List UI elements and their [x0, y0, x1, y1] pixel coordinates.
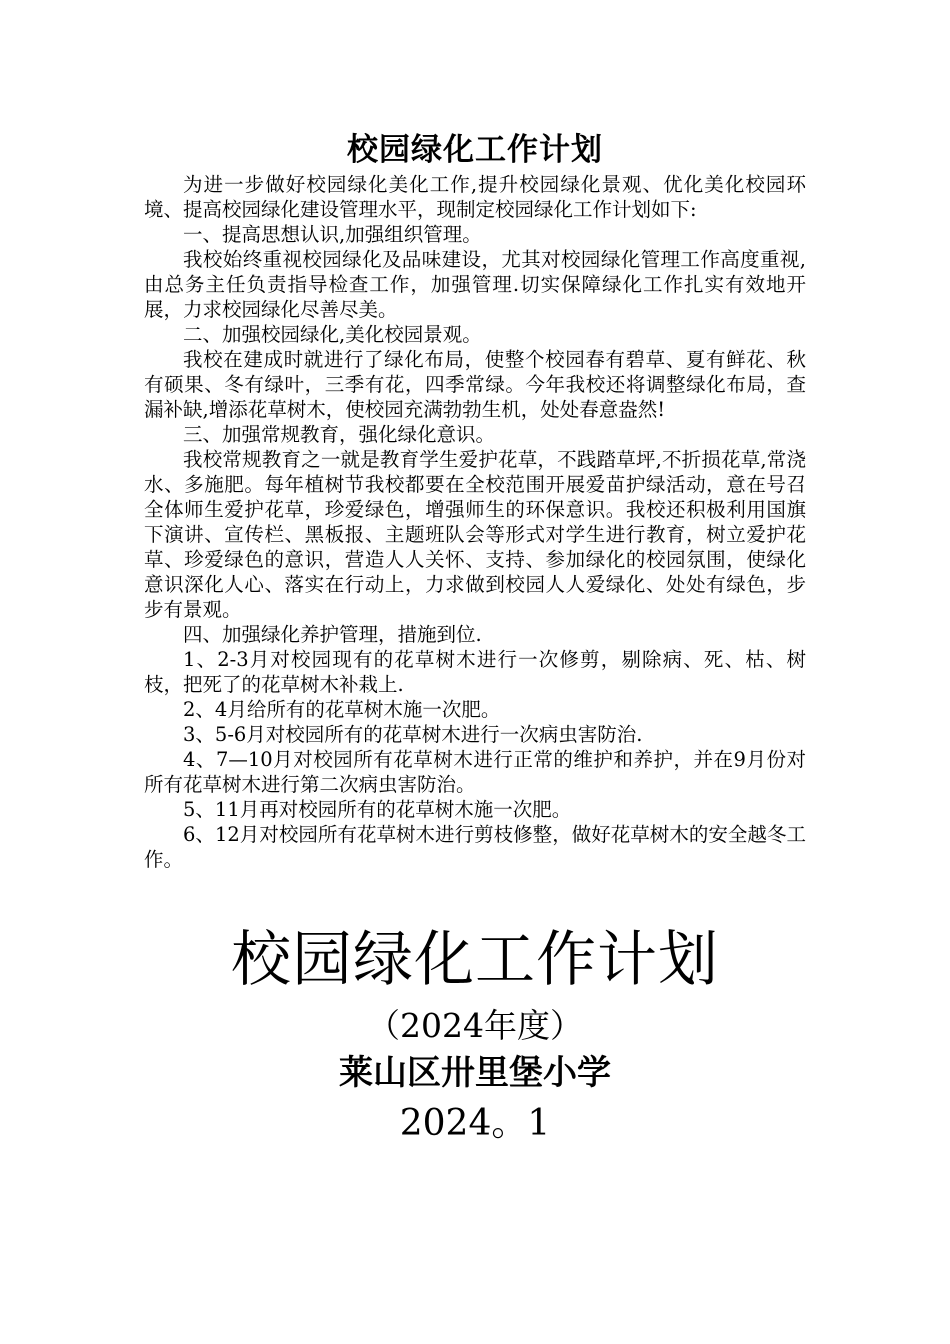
section-heading-2: 二、加强校园绿化,美化校园景观。: [183, 323, 482, 346]
cover-school-name: 莱山区卅里堡小学: [339, 1053, 611, 1093]
intro-paragraph: 为进一步做好校园绿化美化工作,提升校园绿化景观、优化美化校园环境、提高校园绿化建设管理水平，现制定校园绿化工作计划如下:: [144, 173, 806, 221]
cover-year: （2024年度）: [367, 1006, 583, 1045]
section-paragraph-3: 我校常规教育之一就是教育学生爱护花草，不践踏草坪,不折损花草,常浇水、多施肥。每年植树节我校都要在全校范围开展爱苗护绿活动，意在号召全体师生爱护花草，珍爱绿色，增强师生的环保意识。我校还积极利用国旗下演讲、宣传栏、黑板报、主题班队会等形式对学生进行教育，树立爱护花草、珍爱绿色的意识，营造人人关怀、支持、参加绿化的校园氛围，使绿化意识深化人心、落实在行动上，力求做到校园人人爱绿化、处处有绿色，步步有景观。: [144, 448, 806, 621]
list-item-2: 2、4月给所有的花草树木施一次肥。: [183, 698, 501, 721]
list-item-4: 4、7—10月对校园所有花草树木进行正常的维护和养护，并在9月份对所有花草树木进行第二次病虫害防治。: [144, 748, 806, 796]
list-item-3: 3、5-6月对校园所有的花草树木进行一次病虫害防治.: [183, 723, 643, 746]
section-heading-3: 三、加强常规教育，强化绿化意识。: [183, 423, 496, 446]
section-heading-4: 四、加强绿化养护管理，措施到位.: [183, 623, 482, 646]
list-item-1: 1、2-3月对校园现有的花草树木进行一次修剪，剔除病、死、枯、树枝，把死了的花草树木补栽上.: [144, 648, 806, 696]
list-item-6: 6、12月对校园所有花草树木进行剪枝修整，做好花草树木的安全越冬工作。: [144, 823, 806, 871]
cover-date: 2024。1: [399, 1103, 551, 1144]
section-paragraph-1: 我校始终重视校园绿化及品味建设，尤其对校园绿化管理工作高度重视,由总务主任负责指导检查工作，加强管理.切实保障绿化工作扎实有效地开展，力求校园绿化尽善尽美。: [144, 248, 806, 321]
list-item-5: 5、11月再对校园所有的花草树木施一次肥。: [183, 798, 572, 821]
document-title: 校园绿化工作计划: [347, 132, 603, 168]
section-heading-1: 一、提高思想认识,加强组织管理。: [183, 223, 482, 246]
document-body: [144, 172, 806, 872]
section-paragraph-2: 我校在建成时就进行了绿化布局，使整个校园春有碧草、夏有鲜花、秋有硕果、冬有绿叶，三季有花，四季常绿。今年我校还将调整绿化布局，查漏补缺,增添花草树木，使校园充满勃勃生机，处处春意盎然!: [144, 348, 806, 421]
cover-title: 校园绿化工作计划: [231, 925, 719, 995]
document-page: [144, 128, 806, 872]
